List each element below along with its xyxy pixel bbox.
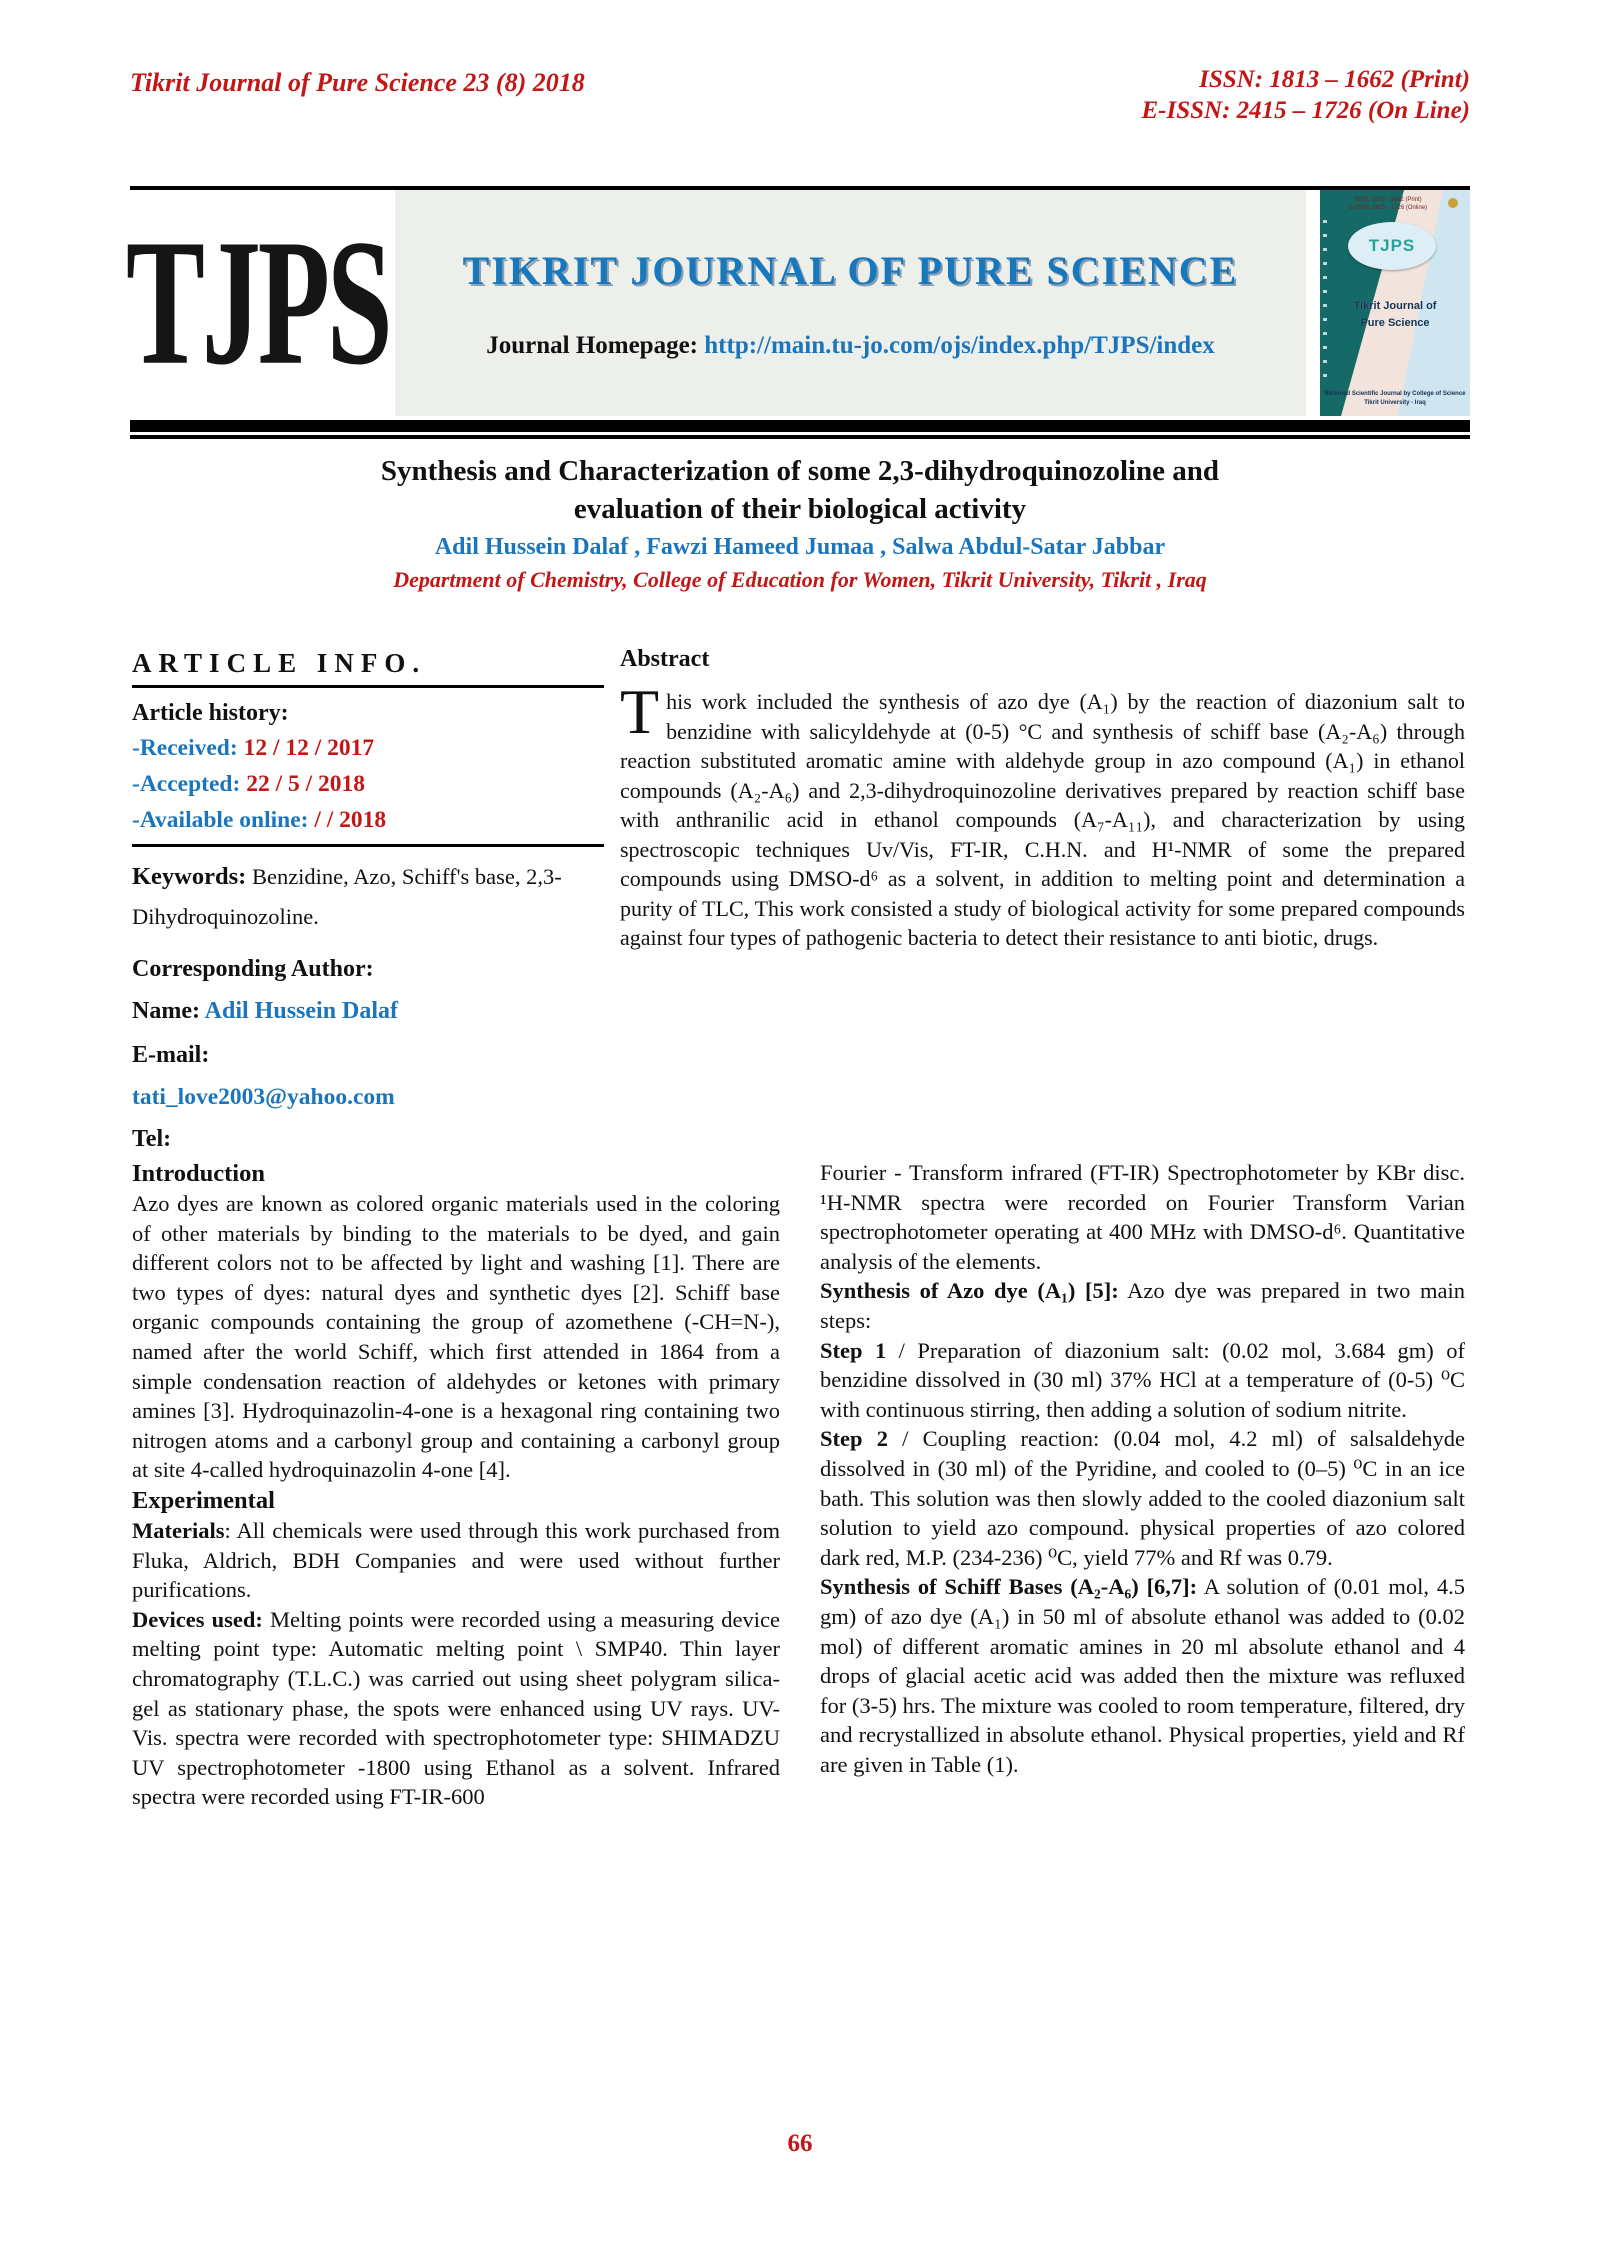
article-history-label: Article history: [132, 700, 289, 726]
cover-tjps-ellipse [1348, 222, 1436, 270]
article-info-rule-top [132, 685, 604, 688]
homepage-link[interactable]: http://main.tu-jo.com/ojs/index.php/TJPS/index [704, 331, 1215, 359]
body-paragraph: Step 1 / Preparation of diazonium salt: (0.02 mol, 3.684 gm) of benzidine dissolved in (30 ml) 37% HCl at a temperature of (0-5) ⁰C with continuous stirring, then adding a solution of sodium nitrite. [820, 1337, 1465, 1422]
name-value: Adil Hussein Dalaf [204, 998, 399, 1024]
name-label: Name: [132, 998, 205, 1024]
keywords-label: Keywords: [132, 863, 247, 890]
page-number: 66 [787, 2130, 813, 2157]
section-heading: Experimental [132, 1486, 275, 1514]
article-info-panel [132, 648, 604, 1161]
cover-title-text: Tikrit Journal of Pure Science [1353, 300, 1437, 329]
accepted-line [132, 766, 604, 802]
issn-print: ISSN: 1813 – 1662 (Print) [1199, 66, 1470, 93]
received-line [132, 730, 604, 766]
abstract-dropcap: T [620, 676, 660, 747]
cover-emblem-icon [1444, 198, 1462, 224]
body-column-right [820, 1158, 1465, 1779]
body-paragraph: Synthesis of Azo dye (A₁) [5]: Azo dye was prepared in two main steps: [820, 1278, 1465, 1333]
article-title: Synthesis and Characterization of some 2,3-dihydroquinozoline and evaluation of their biological activity [380, 455, 1220, 525]
received-label: -Received: [132, 735, 244, 761]
cover-issn-lines: ISSN: 1813 - 1662 (Print) E-ISSN: 2415 - 1726 (Online) [1348, 197, 1428, 211]
keywords-text: Benzidine, Azo, Schiff's base, 2,3-Dihydroquinozoline. [132, 864, 562, 929]
body-paragraph: Devices used: Melting points were recorded using a measuring device melting point type: Automatic melting point \ SMP40. Thin layer chromatography (T.L.C.) was carried out using sheet polygram silica-gel as stationary phase, the spots were enhanced using UV rays. UV-Vis. spectra were recorded with spectrophotometer type: SHIMADZU UV spectrophotometer -1800 using Ethanol as a solvent. Infrared spectra were recorded using FT-IR-600 [132, 1606, 780, 1810]
banner-center [395, 190, 1306, 416]
email-label: E-mail: [132, 1042, 210, 1068]
section-heading: Introduction [132, 1160, 265, 1187]
homepage-label: Journal Homepage: [486, 331, 699, 359]
available-online-label: -Available online: [132, 807, 315, 833]
cover-footer-text: Refereed Scientific Journal by College of Science Tikrit University - Iraq [1324, 391, 1466, 406]
journal-logo-text: TJPS [125, 202, 390, 404]
journal-banner [125, 186, 1470, 416]
article-authors: Adil Hussein Dalaf , Fawzi Hameed Jumaa , Salwa Abdul-Satar Jabbar [434, 534, 1166, 560]
abstract-paragraph [620, 676, 1465, 953]
available-online-date: / / 2018 [314, 807, 387, 833]
article-title-block [0, 452, 1600, 593]
corresponding-author-label: Corresponding Author: [132, 956, 374, 982]
page-footer [0, 2130, 1600, 2158]
journal-issue-line: Tikrit Journal of Pure Science 23 (8) 2018 [130, 68, 585, 97]
issn-online: E-ISSN: 2415 – 1726 (On Line) [1141, 97, 1470, 124]
accepted-date: 22 / 5 / 2018 [246, 771, 365, 797]
keywords-block [132, 857, 604, 937]
article-affiliation: Department of Chemistry, College of Education for Women, Tikrit University, Tikrit , Iraq [393, 567, 1207, 592]
tel-label: Tel: [132, 1126, 172, 1152]
abstract-text: his work included the synthesis of azo dye (A₁) by the reaction of diazonium salt to benzidine with salicyldehyde at (0-5) °C and synthesis of schiff base (A₂-A₆) through reaction substituted aromatic amine with aldehyde group in azo compound (A₁) in ethanol compounds (A₂-A₆) and 2,3-dihydroquinozoline derivatives prepared by reaction schiff base with anthranilic acid in ethanol compounds (A₇-A₁₁), and characterization by using spectroscopic techniques Uv/Vis, FT-IR, C.H.N. and H¹-NMR of some the prepared compounds using DMSO-d⁶ as a solvent, in addition to melting point and determination a purity of TLC, This work consisted a study of biological activity for some prepared compounds against four types of pathogenic bacteria to detect their resistance to anti biotic, drugs. [620, 689, 1465, 950]
accepted-label: -Accepted: [132, 771, 247, 797]
body-paragraph: Materials: All chemicals were used through this work purchased from Fluka, Aldrich, BDH Companies and were used without further purifications. [132, 1517, 780, 1603]
journal-title-banner: TIKRIT JOURNAL OF PURE SCIENCE [462, 247, 1239, 293]
body-paragraph: Azo dyes are known as colored organic materials used in the coloring of other materials by binding to the materials to be dyed, and gain different colors not to be affected by light and washing [1]. There are two types of dyes: natural dyes and synthetic dyes [2]. Schiff base organic compounds containing the group of azomethene (-CH=N-), named after the world Schiff, which first attended in 1864 from a simple condensation reaction of aldehydes or ketones with primary amines [3]. Hydroquinazolin-4-one is a hexagonal ring containing two nitrogen atoms and a carbonyl group and containing a carbonyl group at site 4-called hydroquinazolin 4-one [4]. [132, 1191, 780, 1483]
body-paragraph: Fourier - Transform infrared (FT-IR) Spectrophotometer by KBr disc. ¹H-NMR spectra were recorded on Fourier Transform Varian spectrophotometer operating at 400 MHz with DMSO-d⁶. Quantitative analysis of the elements. [820, 1160, 1465, 1274]
cover-tjps-text: TJPS [1368, 236, 1416, 255]
issn-block [1142, 64, 1471, 126]
article-info-rule-bottom [132, 844, 604, 847]
article-info-heading: ARTICLE INFO. [132, 648, 427, 678]
banner-bottom-rule [130, 420, 1470, 439]
page-header [130, 64, 1470, 126]
journal-cover-thumbnail [1320, 190, 1470, 416]
journal-homepage-line [486, 332, 1215, 360]
abstract-section [620, 646, 1465, 953]
email-link[interactable]: tati_love2003@yahoo.com [132, 1084, 395, 1110]
body-column-left [132, 1158, 780, 1812]
available-online-line [132, 802, 604, 838]
body-paragraph: Synthesis of Schiff Bases (A₂-A₆) [6,7]: A solution of (0.01 mol, 4.5 gm) of azo dye (A₁) in 50 ml of absolute ethanol was added to (0.02 mol) of different aromatic amines in 20 ml absolute ethanol and 4 drops of glacial acetic acid was added then the mixture was refluxed for (3-5) hrs. The mixture was cooled to room temperature, filtered, dry and recrystallized in absolute ethanol. Physical properties, yield and Rf are given in Table (1). [820, 1574, 1465, 1777]
corresponding-name-line [132, 989, 604, 1033]
abstract-heading: Abstract [620, 646, 710, 672]
email-value [132, 1077, 604, 1117]
body-paragraph: Step 2 / Coupling reaction: (0.04 mol, 4.2 ml) of salsaldehyde dissolved in (30 ml) of the Pyridine, and cooled to (0–5) ⁰C in an ice bath. This solution was then slowly added to the cooled diazonium salt solution to yield azo compound. physical properties of azo colored dark red, M.P. (234-236) ⁰C, yield 77% and Rf was 0.79. [820, 1426, 1465, 1570]
journal-logo [125, 190, 390, 416]
received-date: 12 / 12 / 2017 [243, 735, 375, 761]
